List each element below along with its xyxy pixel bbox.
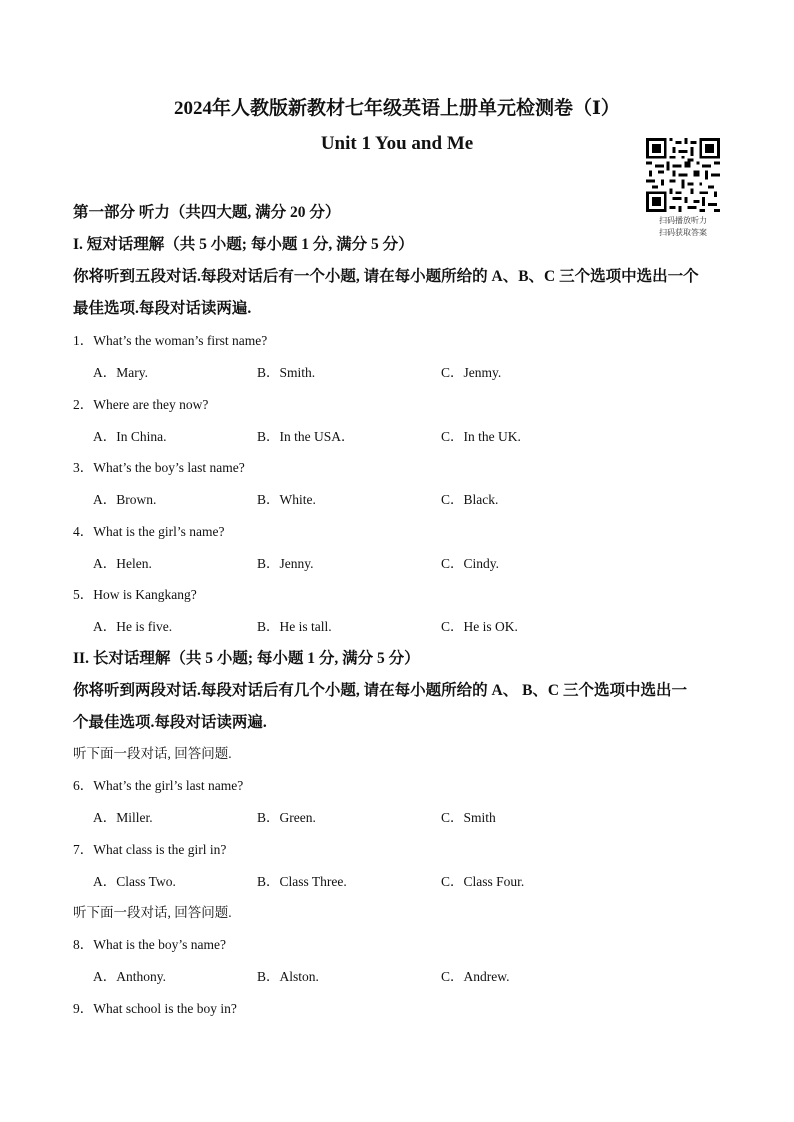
q6-option-c: C．Smith <box>441 810 496 825</box>
section-one-instructions-cont: 最佳选项.每段对话读两遍. <box>73 300 252 317</box>
q7-option-c: C．Class Four. <box>441 874 525 889</box>
qr-caption-listening: 扫码播放听力 <box>659 216 707 225</box>
question-1: 1．What’s the woman’s first name? <box>73 333 268 348</box>
section-two-instructions-cont: 个最佳选项.每段对话读两遍. <box>73 714 267 731</box>
question-7: 7．What class is the girl in? <box>73 842 227 857</box>
q6-option-b: B．Green. <box>257 810 316 825</box>
exam-subtitle: Unit 1 You and Me <box>320 133 474 154</box>
q8-option-a: A．Anthony. <box>93 969 166 984</box>
q8-option-c: C．Andrew. <box>441 969 510 984</box>
section-two-instructions: 你将听到两段对话.每段对话后有几个小题, 请在每小题所给的 A、 B、C 三个选项中选出一 <box>73 682 687 699</box>
q3-option-a: A．Brown. <box>93 492 157 507</box>
q5-option-a: A．He is five. <box>93 619 173 634</box>
q1-option-c: C．Jenmy. <box>441 365 502 380</box>
q4-option-b: B．Jenny. <box>257 556 314 571</box>
q3-option-c: C．Black. <box>441 492 499 507</box>
q4-option-a: A．Helen. <box>93 556 152 571</box>
qr-caption-answers: 扫码获取答案 <box>659 228 707 237</box>
question-8: 8．What is the boy’s name? <box>73 937 226 952</box>
q4-option-c: C．Cindy. <box>441 556 500 571</box>
q8-option-b: B．Alston. <box>257 969 319 984</box>
q5-option-b: B．He is tall. <box>257 619 332 634</box>
q3-option-b: B．White. <box>257 492 316 507</box>
exam-title: 2024年人教版新教材七年级英语上册单元检测卷（Ⅰ） <box>174 98 620 119</box>
q2-option-c: C．In the UK. <box>441 429 521 444</box>
listen-note: 听下面一段对话, 回答问题. <box>73 905 232 920</box>
q1-option-b: B．Smith. <box>257 365 316 380</box>
part-one-heading: 第一部分 听力（共四大题, 满分 20 分） <box>73 204 341 221</box>
q7-option-b: B．Class Three. <box>257 874 347 889</box>
question-4: 4．What is the girl’s name? <box>73 524 225 539</box>
q6-option-a: A．Miller. <box>93 810 153 825</box>
q1-option-a: A．Mary. <box>93 365 148 380</box>
section-two-heading: II. 长对话理解（共 5 小题; 每小题 1 分, 满分 5 分） <box>73 650 420 667</box>
q2-option-a: A．In China. <box>93 429 167 444</box>
question-9: 9．What school is the boy in? <box>73 1001 237 1016</box>
q2-option-b: B．In the USA． <box>257 429 355 444</box>
section-one-heading: I. 短对话理解（共 5 小题; 每小题 1 分, 满分 5 分） <box>73 236 414 253</box>
q5-option-c: C．He is OK. <box>441 619 518 634</box>
q7-option-a: A．Class Two. <box>93 874 176 889</box>
question-5: 5．How is Kangkang? <box>73 587 197 602</box>
section-one-instructions: 你将听到五段对话.每段对话后有一个小题, 请在每小题所给的 A、B、C 三个选项中选出一个 <box>73 268 699 285</box>
listen-note: 听下面一段对话, 回答问题. <box>73 746 232 761</box>
question-6: 6．What’s the girl’s last name? <box>73 778 244 793</box>
question-2: 2．Where are they now? <box>73 397 209 412</box>
qr-code-icon <box>646 138 720 212</box>
question-3: 3．What’s the boy’s last name? <box>73 460 245 475</box>
